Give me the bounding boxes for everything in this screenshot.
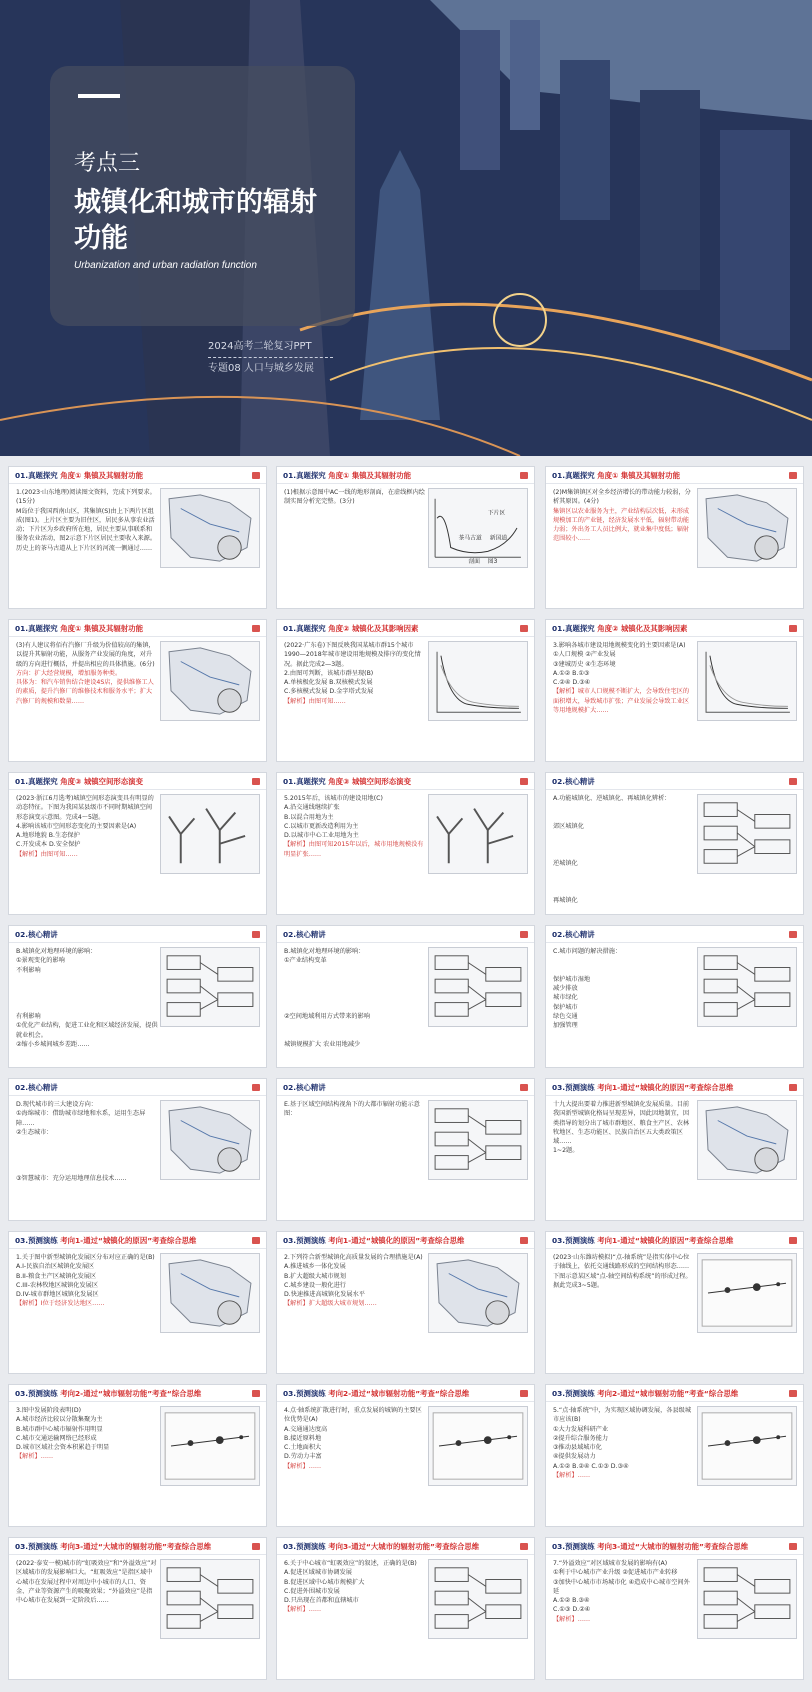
- slide-figure: [160, 947, 260, 1027]
- figure-drawing: [698, 795, 796, 873]
- slide-figure: [428, 641, 528, 721]
- section-subtitle: 考向2-通过“城市辐射功能”考查“综合思维: [325, 1389, 470, 1398]
- slide-figure: [160, 1100, 260, 1180]
- book-icon: [520, 1084, 528, 1091]
- book-icon: [520, 1390, 528, 1397]
- slide-figure: [697, 1100, 797, 1180]
- answer-analysis: 集镇区以农业服务为主，产业结构层次低，未形成规模加工的产业链，经济发展水平低，辐射带动能力弱；外出务工人员比例大，就业集中度低；辐射范围较小……: [553, 507, 690, 543]
- section-subtitle: 角度③ 城镇空间形态演变: [325, 777, 411, 786]
- slide-card[interactable]: [545, 1537, 804, 1680]
- slide-card[interactable]: [276, 619, 535, 762]
- slide-body-text: 2.下列符合新型城镇化高质量发展的合理措施是(A) A.推进城乡一体化发展 B.扩大超级大城市规划 C.城乡建设一般化进行 D.快速推进高城镇化发展水平 【解析】扩大超级大城市规划……: [284, 1254, 423, 1308]
- section-subtitle: 角度② 城镇化及其影响因素: [594, 624, 688, 633]
- slide-card[interactable]: [545, 1384, 804, 1527]
- section-subtitle: 考向3-通过“大城市的辐射功能”考查综合思维: [57, 1542, 212, 1551]
- slide-body-text: E.基于区域空间结构视角下的大都市辐射功能示意图：: [284, 1101, 420, 1118]
- slide-card-header: [277, 1538, 534, 1555]
- slide-body-text: 5.“点·轴系统”中，为实现区域协调发展，各县级城市应该(B) ①大力发展科研产业 ②提升综合服务能力 ③推动县域城市化 ④提供发展动力 A.①② B.②④ C.①③ D.③④ 【解析】……: [553, 1407, 692, 1480]
- figure-drawing: [161, 1101, 259, 1179]
- section-subtitle: 考向2-通过“城市辐射功能”考查“综合思维: [594, 1389, 739, 1398]
- section-number: 02.核心精讲: [15, 930, 58, 939]
- slide-body-text: 5.2015年后，该城市的建设用地(C) A.沿交通线继续扩张 B.以混合用地为主 C.以城市更新改造利用为主 D.以城市中心工业用地为主 【解析】由图可知2015年以后，城市用地规模没有明显扩张……: [284, 795, 424, 858]
- section-number: 03.预测演练: [15, 1236, 58, 1245]
- topic-label: 考点三: [74, 150, 141, 175]
- figure-drawing: [429, 948, 527, 1026]
- slide-figure: [428, 794, 528, 874]
- slide-card-header: [546, 1385, 803, 1402]
- slide-card-header: [9, 1385, 266, 1402]
- slide-card-header: [9, 1079, 266, 1096]
- slide-figure: [697, 947, 797, 1027]
- section-subtitle: 考向1-通过“城镇化的原因”考查综合思维: [594, 1236, 734, 1245]
- figure-drawing: [698, 1101, 796, 1179]
- slide-card-header: [277, 1079, 534, 1096]
- slide-body-text: (2023·浙江6月选考)城镇空间形态演变具有明显的动态特征。下图为我国某县级市不同时期城镇空间形态演变示意图。完成4～5题。 4.影响该城市空间形态变化的主要因素是(A) A.地形地貌 B.生态保护 C.开发成本 D.安全保护 【解析】由图可知……: [16, 795, 154, 858]
- slide-card-header: [277, 1232, 534, 1249]
- section-number: 02.核心精讲: [552, 777, 595, 786]
- answer-analysis: 【解析】由图可知2015年以后，城市用地规模没有明显扩张……: [284, 841, 424, 858]
- figure-drawing: [161, 795, 259, 873]
- slide-figure: [697, 641, 797, 721]
- book-icon: [789, 1390, 797, 1397]
- answer-analysis: 【解析】……: [553, 1615, 591, 1623]
- section-number: 03.预测演练: [15, 1542, 58, 1551]
- slide-card[interactable]: [545, 1078, 804, 1221]
- answer-analysis: 【解析】I位于经济发达地区……: [16, 1300, 105, 1308]
- answer-analysis: 【解析】由图可知……: [16, 850, 78, 858]
- slide-figure: [697, 1406, 797, 1486]
- footer-line-1: 2024高考二轮复习PPT: [208, 341, 312, 352]
- figure-label: 剖面: [468, 559, 480, 566]
- slide-card[interactable]: [545, 466, 804, 609]
- section-number: 03.预测演练: [283, 1236, 326, 1245]
- slide-body-text: D.现代城市的三大建设方向： ①海绵城市：借助城市绿地和水系，运用生态屏障…… ②生态城市： ③智慧城市：充分运用地理信息技术……: [16, 1101, 146, 1183]
- slide-card-header: [277, 467, 534, 484]
- book-icon: [252, 1543, 260, 1550]
- section-subtitle: 考向1-通过“城镇化的原因”考查综合思维: [325, 1236, 465, 1245]
- figure-drawing: [698, 642, 796, 720]
- figure-drawing: [161, 1407, 259, 1485]
- slide-body-text: (1)根据示意图中AC一线的地形剖面，在虚线框内绘制实图分析充完整。(3分): [284, 489, 425, 506]
- slide-card-header: [9, 1232, 266, 1249]
- slide-figure: [428, 1253, 528, 1333]
- section-subtitle: 考向3-通过“大城市的辐射功能”考查综合思维: [325, 1542, 480, 1551]
- book-icon: [789, 1543, 797, 1550]
- slide-figure: [160, 1559, 260, 1639]
- figure-drawing: [429, 795, 527, 873]
- slide-card-header: [546, 1232, 803, 1249]
- figure-drawing: [429, 1407, 527, 1485]
- slide-card[interactable]: [276, 1231, 535, 1374]
- book-icon: [520, 472, 528, 479]
- slide-figure: [428, 1406, 528, 1486]
- footer-divider: [208, 357, 333, 358]
- section-number: 02.核心精讲: [552, 930, 595, 939]
- slide-figure: [697, 1559, 797, 1639]
- figure-drawing: [429, 489, 527, 567]
- slide-card[interactable]: [8, 1384, 267, 1527]
- slide-card-header: [277, 620, 534, 637]
- slide-body-text: A.功能城镇化、逆城镇化、再城镇化辨析： 郊区城镇化 逆城镇化 再城镇化: [553, 795, 671, 905]
- slide-card[interactable]: [545, 925, 804, 1068]
- section-subtitle: 考向3-通过“大城市的辐射功能”考查综合思维: [594, 1542, 749, 1551]
- book-icon: [789, 1084, 797, 1091]
- slide-body-text: 3.图中发展阶段表明(D) A.城市经济比较以分散集聚为主 B.城市群中心城市辐射作用明显 C.城市交通运输网络已经形成 D.城市区域社会资本积累趋于明显 【解析】……: [16, 1407, 110, 1461]
- figure-label: 茶马古道: [458, 535, 482, 542]
- figure-drawing: [698, 948, 796, 1026]
- book-icon: [520, 931, 528, 938]
- book-icon: [789, 931, 797, 938]
- slide-figure: [160, 488, 260, 568]
- figure-label: 新国道: [489, 535, 508, 542]
- slide-body-text: (3)有人建议将佰有汽修厂升级为价值较高的集镇，以提升其辐射功能，从服务产业发展的角度，对升级的方向进行概括，并提出相应的具体措施。(6分) 方向：扩大经营规模，增加服务种类。 具体为：和汽车销售结合建设4S店，提供维修工人的素质，提升汽修厂的维修技术和服务水平；扩大汽修厂的规模和数量……: [16, 642, 155, 705]
- book-icon: [252, 1237, 260, 1244]
- figure-drawing: [698, 1560, 796, 1638]
- slide-body-text: (2022·泰安一模)城市的“虹吸效应”和“外溢效应”对区域城市的发展影响巨大。“虹吸效应”是指区域中心城市在发展过程中对周边中小城市的人口、资金、产业等资源产生的吸聚效果；“外溢效应”是指中心城市在发展到一定阶段后……: [16, 1560, 157, 1605]
- slide-card[interactable]: [8, 1078, 267, 1221]
- slide-card-header: [546, 620, 803, 637]
- answer-analysis: 【解析】……: [284, 1462, 322, 1470]
- answer-analysis: 【解析】城市人口规模不断扩大，会导致住宅区的面积增大，导致城市扩张；产业发展会导致工业区等用地规模扩大……: [553, 688, 690, 715]
- slide-card[interactable]: [276, 772, 535, 915]
- slide-body-text: 6.关于中心城市“虹吸效应”的叙述，正确的是(B) A.促进区域城市协调发展 B.促进区域中心城市规模扩大 C.促进外围城市发展 D.只出现在首都和直辖城市 【解析】……: [284, 1560, 417, 1614]
- slide-card[interactable]: [8, 1231, 267, 1374]
- section-number: 03.预测演练: [552, 1236, 595, 1245]
- slide-body-text: 十九大提出要着力推进新型城镇化发展质量。目前我国新型城镇化格局呈现差异，因此因地制宜，因类指导的划分出了城市群地区、粮食主产区、农林牧地区、生态功能区、民族自治区五大类政策区域…… 1~2题。: [553, 1101, 690, 1155]
- figure-drawing: [429, 1254, 527, 1332]
- slide-body-text: 1.(2023·山东地理)阅读图文资料，完成下列要求。(15分) M岛位于我国西南山区，其集镇(S)由上下两片区组成(图1)。上片区主要为旧住区，居民多从事农业活动；下片区为乡政府所在地，居民主要从事联系和服务农业活动，图2示意下片区居民主要收入来源。 历史上的茶马古道从上下片区的河流一侧通过……: [16, 489, 157, 552]
- figure-drawing: [161, 1560, 259, 1638]
- slide-figure: [428, 947, 528, 1027]
- section-number: 02.核心精讲: [283, 1083, 326, 1092]
- book-icon: [789, 778, 797, 785]
- book-icon: [252, 778, 260, 785]
- book-icon: [252, 1390, 260, 1397]
- book-icon: [252, 625, 260, 632]
- section-number: 03.预测演练: [283, 1389, 326, 1398]
- book-icon: [520, 1543, 528, 1550]
- slide-card-header: [546, 926, 803, 943]
- section-number: 01.真题探究: [283, 624, 326, 633]
- slide-card[interactable]: [276, 466, 535, 609]
- figure-drawing: [429, 1101, 527, 1179]
- slide-card[interactable]: [8, 772, 267, 915]
- section-subtitle: 角度① 集镇及其辐射功能: [325, 471, 411, 480]
- section-subtitle: 角度① 集镇及其辐射功能: [594, 471, 680, 480]
- section-number: 01.真题探究: [283, 777, 326, 786]
- section-number: 01.真题探究: [15, 624, 58, 633]
- section-number: 01.真题探究: [552, 624, 595, 633]
- book-icon: [520, 1237, 528, 1244]
- footer-line-2: 专题08 人口与城乡发展: [208, 363, 314, 374]
- slide-card[interactable]: [545, 619, 804, 762]
- section-number: 03.预测演练: [15, 1389, 58, 1398]
- section-number: 03.预测演练: [552, 1542, 595, 1551]
- book-icon: [789, 625, 797, 632]
- slide-card[interactable]: [8, 619, 267, 762]
- figure-drawing: [161, 948, 259, 1026]
- slide-card[interactable]: [276, 925, 535, 1068]
- answer-analysis: 【解析】……: [284, 1606, 322, 1614]
- section-number: 01.真题探究: [283, 471, 326, 480]
- slide-card-header: [9, 467, 266, 484]
- slide-card[interactable]: [8, 466, 267, 609]
- slide-subtitle: Urbanization and urban radiation function: [74, 260, 257, 271]
- figure-drawing: [429, 642, 527, 720]
- book-icon: [252, 472, 260, 479]
- book-icon: [252, 931, 260, 938]
- section-subtitle: 考向1-通过“城镇化的原因”考查综合思维: [57, 1236, 197, 1245]
- slide-body-text: 7.“外溢效应”对区域城市发展的影响有(A) ①利于中心城市产业升级 ②促进城市产业转移 ③加快中心城市市场城市化 ④造成中心城市空间外延 A.①② B.③④ C.①③ D.②④ 【解析】……: [553, 1560, 690, 1623]
- slide-card[interactable]: [8, 925, 267, 1068]
- section-number: 01.真题探究: [552, 471, 595, 480]
- slide-card-header: [9, 620, 266, 637]
- slide-card-header: [277, 926, 534, 943]
- book-icon: [520, 625, 528, 632]
- slide-body-text: 4.点·轴系统扩散进行时，重点发展的城镇的主要区位优势是(A) A.交通通达度高 B.接近原料地 C.土地面积大 D.劳动力丰富 【解析】……: [284, 1407, 422, 1470]
- slide-body-text: B.城镇化对地理环境的影响： ①景观变化的影响 不利影响 有利影响 ①优化产业结构，促进工业化和区域经济发展，提供就业机会。 ②缩小乡城间城乡差距……: [16, 948, 158, 1048]
- slide-card-header: [9, 1538, 266, 1555]
- slide-card-header: [546, 773, 803, 790]
- section-number: 03.预测演练: [552, 1389, 595, 1398]
- section-subtitle: 角度① 集镇及其辐射功能: [57, 624, 143, 633]
- slide-card[interactable]: [276, 1537, 535, 1680]
- slide-card-header: [9, 773, 266, 790]
- section-subtitle: 角度② 城镇化及其影响因素: [325, 624, 419, 633]
- section-number: 01.真题探究: [15, 471, 58, 480]
- slide-body-text: (2022·广东卷)下图反映我国某城市群15个城市1990—2018年城市建设用地规模及排序的变化情况。据此完成2—3题。 2.由图可判断，该城市群呈现(B) A.单核极化发展 B.双核模式发展 C.多核模式发展 D.金字塔式发展 【解析】由图可知……: [284, 642, 421, 705]
- answer-analysis: 【解析】由图可知……: [284, 697, 346, 705]
- slide-card-header: [277, 1385, 534, 1402]
- section-subtitle: 角度① 集镇及其辐射功能: [57, 471, 143, 480]
- section-number: 03.预测演练: [283, 1542, 326, 1551]
- slide-card[interactable]: [545, 772, 804, 915]
- slide-figure: [697, 794, 797, 874]
- slide-footer: [208, 338, 333, 377]
- slide-body-text: 1.关于图中新型城镇化发展区分布对应正确的是(B) A.I-民族自治区城镇化发展区 B.II-粮食主产区城镇化发展区 C.III-农林牧地区城镇化发展区 D.IV-城市群地区城镇化发展区 【解析】I位于经济发达地区……: [16, 1254, 155, 1308]
- title-accent-bar: [78, 94, 120, 98]
- slide-figure: [160, 794, 260, 874]
- slide-figure: [697, 488, 797, 568]
- slide-figure: [428, 1559, 528, 1639]
- figure-drawing: [161, 1254, 259, 1332]
- slide-body-text: B.城镇化对地理环境的影响： ①产业结构变革 ②空间地域利用方式带来的影响 城镇规模扩大 农业用地减少: [284, 948, 370, 1048]
- figure-drawing: [161, 642, 259, 720]
- slide-figure: [160, 1253, 260, 1333]
- slide-card[interactable]: [276, 1078, 535, 1221]
- book-icon: [520, 778, 528, 785]
- figure-drawing: [429, 1560, 527, 1638]
- slide-card-header: [546, 467, 803, 484]
- slide-figure: [697, 1253, 797, 1333]
- slide-card-header: [546, 1079, 803, 1096]
- figure-label: 图3: [487, 559, 498, 566]
- book-icon: [252, 1084, 260, 1091]
- slide-card-header: [546, 1538, 803, 1555]
- section-subtitle: 考向1-通过“城镇化的原因”考查综合思维: [594, 1083, 734, 1092]
- slide-figure: [160, 641, 260, 721]
- book-icon: [789, 1237, 797, 1244]
- slide-card-header: [277, 773, 534, 790]
- answer-analysis: 【解析】……: [553, 1472, 591, 1480]
- slide-card[interactable]: [545, 1231, 804, 1374]
- title-panel: [50, 66, 355, 326]
- answer-analysis: 方向：扩大经营规模，增加服务种类。 具体为：和汽车销售结合建设4S店，提供维修工人的素质，提升汽修厂的维修技术和服务水平；扩大汽修厂的规模和数量……: [16, 669, 154, 705]
- section-number: 02.核心精讲: [283, 930, 326, 939]
- slide-body-text: 3.影响各城市建设用地规模变化的主要因素是(A) ①人口规模 ②产业发展 ③建城历史 ④生态环境 A.①② B.①③ C.②④ D.③④ 【解析】城市人口规模不断扩大，会导致住宅区的面积增大，导致城市扩张；产业发展会导致工业区等用地规模扩大……: [553, 642, 690, 715]
- figure-label: 下片区: [487, 510, 506, 517]
- figure-drawing: [161, 489, 259, 567]
- slide-card[interactable]: [276, 1384, 535, 1527]
- section-number: 02.核心精讲: [15, 1083, 58, 1092]
- slide-body-text: C.城市问题的解决措施： 保护城市湿地 减少排放 城市绿化 保护城市 绿色交通 加强管理: [553, 948, 622, 1030]
- title-slide: [0, 0, 812, 456]
- book-icon: [789, 472, 797, 479]
- figure-drawing: [698, 1407, 796, 1485]
- slide-figure: [160, 1406, 260, 1486]
- section-subtitle: 角度③ 城镇空间形态演变: [57, 777, 143, 786]
- slide-card[interactable]: [8, 1537, 267, 1680]
- slide-figure: [428, 1100, 528, 1180]
- section-number: 03.预测演练: [552, 1083, 595, 1092]
- slide-figure: [428, 488, 528, 568]
- section-subtitle: 考向2-通过“城市辐射功能”考查“综合思维: [57, 1389, 202, 1398]
- figure-drawing: [698, 1254, 796, 1332]
- slide-card-header: [9, 926, 266, 943]
- slide-body-text: (2023·山东潍坊模拟)“点-轴系统”是指实体中心位于轴线上，依托交通线路形成的空间结构形态……下图示意某区域“点-轴空间结构系统”的形成过程。据此完成3~5题。: [553, 1254, 692, 1289]
- answer-analysis: 【解析】……: [16, 1453, 54, 1461]
- slide-title: 城镇化和城市的辐射功能: [74, 187, 317, 253]
- answer-analysis: 【解析】扩大超级大城市规划……: [284, 1300, 377, 1308]
- slide-body-text: (2)M集镇镇区对全乡经济增长的带动能力较弱，分析其原因。(4分) 集镇区以农业服务为主，产业结构层次低，未形成规模加工的产业链，经济发展水平低，辐射带动能力弱；外出务工人员比例大，就业集中度低；辐射范围较小……: [553, 489, 691, 543]
- figure-drawing: [698, 489, 796, 567]
- section-number: 01.真题探究: [15, 777, 58, 786]
